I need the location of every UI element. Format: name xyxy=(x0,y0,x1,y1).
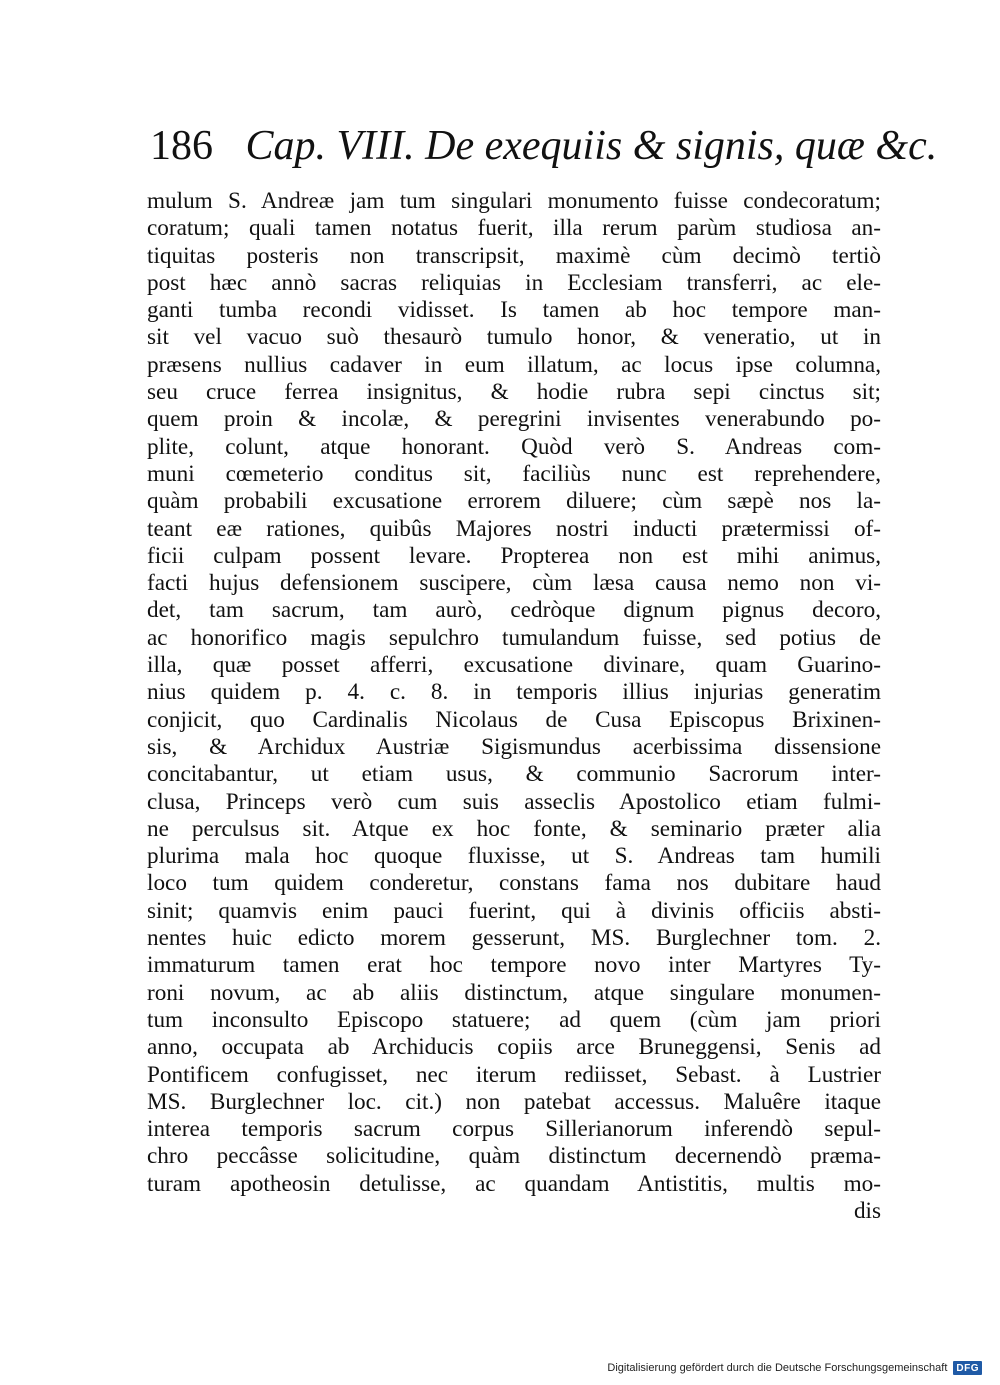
text-line: facti hujus defensionem suscipere, cùm læsa causa nemo non vi- xyxy=(147,570,881,597)
text-line: sit vel vacuo suò thesaurò tumulo honor, & veneratio, ut in xyxy=(147,324,881,351)
text-line: MS. Burglechner loc. cit.) non patebat accessus. Maluêre itaque xyxy=(147,1088,881,1115)
text-line: clusa, Princeps verò cum suis asseclis Apostolico etiam fulmi- xyxy=(147,788,881,815)
text-line: illa, quæ posset afferri, excusatione divinare, quam Guarino- xyxy=(147,652,881,679)
text-line: coratum; quali tamen notatus fuerit, illa rerum parùm studiosa an- xyxy=(147,215,881,242)
text-line: ne perculsus sit. Atque ex hoc fonte, & seminario præter alia xyxy=(147,815,881,842)
text-line: plurima mala hoc quoque fluxisse, ut S. Andreas tam humili xyxy=(147,843,881,870)
text-line: sis, & Archidux Austriæ Sigismundus acerbissima dissensione xyxy=(147,733,881,760)
text-line: det, tam sacrum, tam aurò, cedròque dignum pignus decoro, xyxy=(147,597,881,624)
text-line: turam apotheosin detulisse, ac quandam Antistitis, multis mo- xyxy=(147,1170,881,1197)
text-line: muni cœmeterio conditus sit, faciliùs nunc est reprehendere, xyxy=(147,460,881,487)
text-line: nentes huic edicto morem gesserunt, MS. Burglechner tom. 2. xyxy=(147,925,881,952)
footer xyxy=(607,1359,982,1377)
text-line: anno, occupata ab Archiducis copiis arce Bruneggensi, Senis ad xyxy=(147,1034,881,1061)
text-line: mulum S. Andreæ jam tum singulari monumento fuisse condecoratum; xyxy=(147,188,881,214)
page-number: 186 xyxy=(150,123,213,169)
text-line: loco tum quidem conderetur, constans fama nos dubitare haud xyxy=(147,870,881,897)
text-line: seu cruce ferrea insignitus, & hodie rubra sepi cinctus sit; xyxy=(147,379,881,406)
running-title: Cap. VIII. De exequiis & signis, quæ &c. xyxy=(245,123,938,169)
text-line: roni novum, ac ab aliis distinctum, atque singulare monumen- xyxy=(147,979,881,1006)
text-line: immaturum tamen erat hoc tempore novo inter Martyres Ty- xyxy=(147,952,881,979)
text-line: Pontificem confugisset, nec iterum rediisset, Sebast. à Lustrier xyxy=(147,1061,881,1088)
text-line: plite, colunt, atque honorant. Quòd verò S. Andreas com- xyxy=(147,433,881,460)
text-line: ac honorifico magis sepulchro tumulandum fuisse, sed potius de xyxy=(147,624,881,651)
text-line: tum inconsulto Episcopo statuere; ad quem (cùm jam priori xyxy=(147,1006,881,1033)
text-line: præsens nullius cadaver in eum illatum, ac locus ipse columna, xyxy=(147,351,881,378)
text-line: ficii culpam possent levare. Propterea non est mihi animus, xyxy=(147,542,881,569)
dfg-logo-icon: DFG xyxy=(953,1361,982,1375)
text-line: quàm probabili excusatione errorem diluere; cùm sæpè nos la- xyxy=(147,488,881,515)
text-line: teant eæ rationes, quibûs Majores nostri inducti prætermissi of- xyxy=(147,515,881,542)
text-line: chro peccâsse solicitudine, quàm distinctum decernendò præma- xyxy=(147,1143,881,1170)
text-line: dis xyxy=(853,1197,881,1224)
page-header xyxy=(150,118,938,174)
text-line: nius quidem p. 4. c. 8. in temporis illius injurias generatim xyxy=(147,679,881,706)
text-line: post hæc annò sacras reliquias in Ecclesiam transferri, ac ele- xyxy=(147,269,881,296)
text-line: concitabantur, ut etiam usus, & communio Sacrorum inter- xyxy=(147,761,881,788)
text-line: sinit; quamvis enim pauci fuerint, qui à divinis officiis absti- xyxy=(147,897,881,924)
text-line: interea temporis sacrum corpus Sillerianorum inferendò sepul- xyxy=(147,1116,881,1143)
footer-credit: Digitalisierung gefördert durch die Deutsche Forschungsgemeinschaft xyxy=(607,1362,948,1374)
text-line: conjicit, quo Cardinalis Nicolaus de Cusa Episcopus Brixinen- xyxy=(147,706,881,733)
text-line: quem proin & incolæ, & peregrini invisentes venerabundo po- xyxy=(147,406,881,433)
text-line: ganti tumba recondi vidisset. Is tamen ab hoc tempore man- xyxy=(147,297,881,324)
body-text xyxy=(147,188,881,1225)
text-line: tiquitas posteris non transcripsit, maximè cùm decimò tertiò xyxy=(147,242,881,269)
